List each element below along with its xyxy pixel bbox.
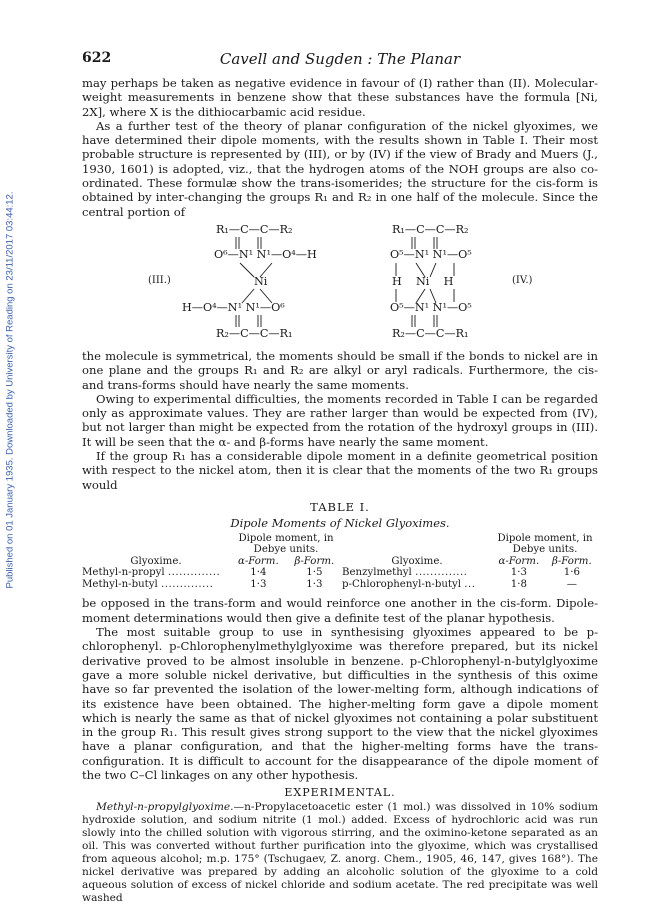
- page-header: [82, 50, 598, 70]
- bond-iii-6: [260, 263, 272, 277]
- bond-iv-9: [416, 289, 425, 303]
- col-glyoxime-right: Glyoxime.: [391, 555, 443, 567]
- bond-iii-5: [240, 263, 254, 277]
- download-watermark-text: Published on 01 January 1935. Downloaded by University of Reading on 23/11/2017 03:44:12.: [4, 191, 16, 589]
- table-row: Methyl-n-propyl .............. 1·4 1·5 Benzylmethyl .............. 1·3 1·6: [82, 567, 598, 579]
- paragraph-1: may perhaps be taken as negative evidence in favour of (I) rather than (II). Molecular-weight measurements in benzene show that these substances have the formula [Ni, 2X], where X is the dithiocarbamic acid residue.: [82, 76, 598, 119]
- paragraph-4: Owing to experimental difficulties, the moments recorded in Table I can be regarded only as approximate values. They are rather larger than would be expected from (IV), but not larger than might be expected from the rotation of the hydroxyl groups in (III). It will be seen that the α- and β-forms have nearly the same moment.: [82, 391, 598, 449]
- col-beta-right: β-Form.: [551, 555, 592, 567]
- row-1-right-beta: 1·6: [563, 567, 580, 579]
- row-2-left-name: Methyl-n-butyl: [82, 578, 158, 590]
- formula-iv-line-5: R₂—C—C—R₁: [392, 326, 469, 340]
- formula-iii-line-4: H—O⁴—N¹ N¹—O⁶: [182, 300, 285, 314]
- row-1-right-alpha: 1·3: [510, 567, 527, 579]
- paragraph-3: the molecule is symmetrical, the moments should be small if the bonds to nickel are in one plane and the groups R₁ and R₂ are alkyl or aryl radicals. Furthermore, the cis- and trans-forms should have nearly the same moments.: [82, 348, 598, 392]
- paragraph-5: If the group R₁ has a considerable dipole moment in a definite geometrical position with respect to the nickel atom, then it is clear that the moments of the two R₁ groups would: [82, 449, 598, 492]
- dipole-moment-table: [82, 533, 598, 591]
- group-header-left: Dipole moment, in Debye units.: [238, 532, 334, 556]
- page: [82, 50, 598, 905]
- row-1-left-alpha: 1·4: [250, 567, 267, 579]
- col-alpha-right: α-Form.: [498, 555, 540, 567]
- table-row: Methyl-n-butyl .............. 1·3 1·3 p-Chlorophenyl-n-butyl ... 1·8 —: [82, 579, 598, 591]
- bond-iv-7: [416, 263, 425, 277]
- row-2-left-alpha: 1·3: [250, 578, 267, 590]
- formula-iv-line-2: O⁵—N¹ N¹—O⁵: [390, 247, 472, 261]
- download-watermark: [2, 130, 18, 650]
- group-header-right: Dipole moment, in Debye units.: [497, 532, 593, 556]
- formula-iv-label: (IV.): [512, 274, 533, 286]
- formula-iv-line-3: H Ni H: [392, 274, 454, 288]
- row-1-left-name: Methyl-n-propyl: [82, 567, 165, 579]
- paragraph-2: As a further test of the theory of planar configuration of the nickel glyoximes, we have determined their dipole moments, with the results shown in Table I. Their most probable structure is represented by (III), or by (IV) if the view of Brady and Muers (J., 1930, 1601) is adopted, viz., that the hydrogen atoms of the NOH groups are also co-ordinated. These formulæ show the trans-isomerides; the structure for the cis-form is obtained by inter-changing the groups R₁ and R₂ in one half of the molecule. Since the central portion of: [82, 118, 598, 219]
- running-head: Cavell and Sugden : The Planar: [219, 50, 461, 68]
- experimental-lead: Methyl-n-propylglyoxime.: [96, 801, 234, 814]
- col-glyoxime-left: Glyoxime.: [130, 555, 182, 567]
- bond-iv-8: [430, 263, 436, 277]
- paragraph-7: The most suitable group to use in synthesising glyoximes appeared to be p-chlorophenyl. p-Chlorophenylmethylglyoxime was therefore prepared, but its nickel derivative proved to be almost insoluble in benzene. p-Chlorophenyl-n-butylglyoxime gave a more soluble nickel derivative, but difficulties in the synthesis of this oxime have so far prevented the isolation of the lower-melting form, although indications of its existence have been obtained. The higher-melting form gave a dipole moment which is nearly the same as that of nickel glyoximes not containing a polar substituent in the group R₁. This result gives strong support to the view that the nickel glyoximes have a planar configuration, and that the higher-melting forms have the trans-configuration. It is difficult to account for the disappearance of the dipole moment of the two C–Cl linkages on any other hypothesis.: [82, 625, 598, 782]
- row-2-right-name: p-Chlorophenyl-n-butyl: [342, 578, 462, 590]
- bond-iii-8: [260, 289, 272, 303]
- row-1-right-name: Benzylmethyl: [342, 567, 412, 579]
- bond-iv-10: [430, 289, 436, 303]
- structural-formulae: [82, 221, 598, 345]
- experimental-paragraph: [82, 801, 598, 905]
- row-2-right-alpha: 1·8: [510, 578, 527, 590]
- formula-iii-line-1: R₁—C—C—R₂: [216, 222, 293, 236]
- formula-iii-line-3: Ni: [254, 274, 268, 288]
- row-1-left-beta: 1·5: [306, 567, 323, 579]
- section-heading: EXPERIMENTAL.: [284, 786, 396, 800]
- row-2-right-beta: —: [566, 578, 577, 590]
- col-alpha-left: α-Form.: [237, 555, 279, 567]
- bond-iii-7: [242, 289, 254, 303]
- formula-iv-line-1: R₁—C—C—R₂: [392, 222, 469, 236]
- formula-iii-label: (III.): [148, 274, 171, 286]
- row-2-left-beta: 1·3: [306, 578, 323, 590]
- col-beta-left: β-Form.: [294, 555, 335, 567]
- table-title: TABLE I.: [310, 499, 370, 514]
- formula-bond-lines: [82, 221, 598, 345]
- paragraph-6: be opposed in the trans-form and would reinforce one another in the cis-form. Dipole-moment determinations would then give a definite test of the planar hypothesis.: [82, 596, 598, 625]
- formula-iii-line-5: R₂—C—C—R₁: [216, 326, 293, 340]
- formula-iv-line-4: O⁵—N¹ N¹—O⁵: [390, 300, 472, 314]
- experimental-body: —n-Propylacetoacetic ester (1 mol.) was dissolved in 10% sodium hydroxide solution, and sodium nitrite (1 mol.) added. Excess of hydrochloric acid was run slowly into the chilled solution with vigorous stirring, and the oximino-ketone separated as an oil. This was converted without further purification into the glyoxime, which was crystallised from aqueous alcohol; m.p. 175° (Tschugaev, Z. anorg. Chem., 1905, 46, 147, gives 168°). The nickel derivative was prepared by adding an alcoholic solution of the glyoxime to a cold aqueous solution of excess of nickel chloride and sodium acetate. The red precipitate was well washed: [82, 801, 598, 905]
- table-caption: Dipole Moments of Nickel Glyoximes.: [230, 515, 450, 530]
- page-number: 622: [82, 50, 112, 66]
- table-group-header-row: [82, 533, 598, 556]
- formula-iii-line-2: O⁶—N¹ N¹—O⁴—H: [214, 247, 317, 261]
- table-header-row: [82, 556, 598, 568]
